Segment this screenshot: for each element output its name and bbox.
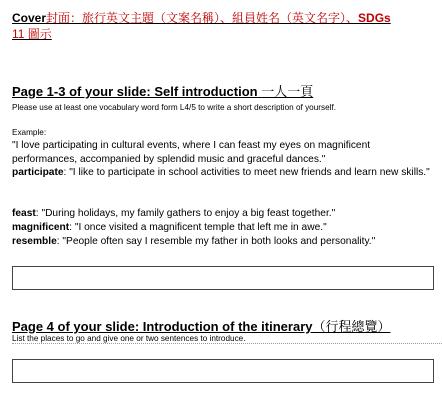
vocab-sentence: : "I once visited a magnificent temple that left me in awe." [69, 222, 327, 233]
example-label: Example: [12, 128, 47, 137]
vocab-word: feast [12, 208, 36, 219]
dotted-divider [12, 343, 442, 344]
vocab-example-magnificent [12, 221, 432, 235]
vocab-sentence: : "People often say I resemble my father in both looks and personality." [56, 236, 376, 247]
vocab-sentence: : "During holidays, my family gathers to enjoy a big feast together." [35, 208, 336, 219]
vocab-word: participate [12, 167, 64, 178]
vocab-example-resemble [12, 235, 432, 249]
section1-heading [12, 81, 313, 100]
cover-label: Cover [12, 11, 47, 25]
cover-text-line2: 11 圖示 [12, 27, 52, 41]
example-text: "I love participating in cultural events, where I can feast my eyes on magnificent performances, accompanied by splendid music and graceful dances." [12, 140, 371, 165]
vocab-word: magnificent [12, 222, 70, 233]
section2-title: Page 4 of your slide: Introduction of the itinerary [12, 319, 313, 334]
vocab-example-participate [12, 166, 432, 180]
document-body [12, 10, 434, 343]
section1-title-zh: 一人一頁 [261, 84, 314, 99]
cover-instruction [12, 10, 434, 42]
itinerary-answer-box[interactable] [12, 359, 434, 383]
section1-title: Page 1-3 of your slide: Self introduction [12, 84, 258, 99]
vocab-example-feast [12, 207, 432, 221]
vocab-word: resemble [12, 236, 57, 247]
self-introduction-answer-box[interactable] [12, 266, 434, 290]
section2-instruction: List the places to go and give one or two sentences to introduce. [12, 334, 246, 343]
cover-text: 封面：旅行英文主題（文案名稱）、組員姓名（英文名字）、 [46, 11, 359, 25]
cover-sdgs: SDGs [358, 11, 391, 25]
vocab-sentence: : "I like to participate in school activities to meet new friends and learn new skills." [63, 167, 430, 178]
section2-title-zh: （行程總覽） [312, 319, 391, 334]
section1-instruction: Please use at least one vocabulary word form L4/5 to write a short description of yourself. [12, 103, 337, 112]
